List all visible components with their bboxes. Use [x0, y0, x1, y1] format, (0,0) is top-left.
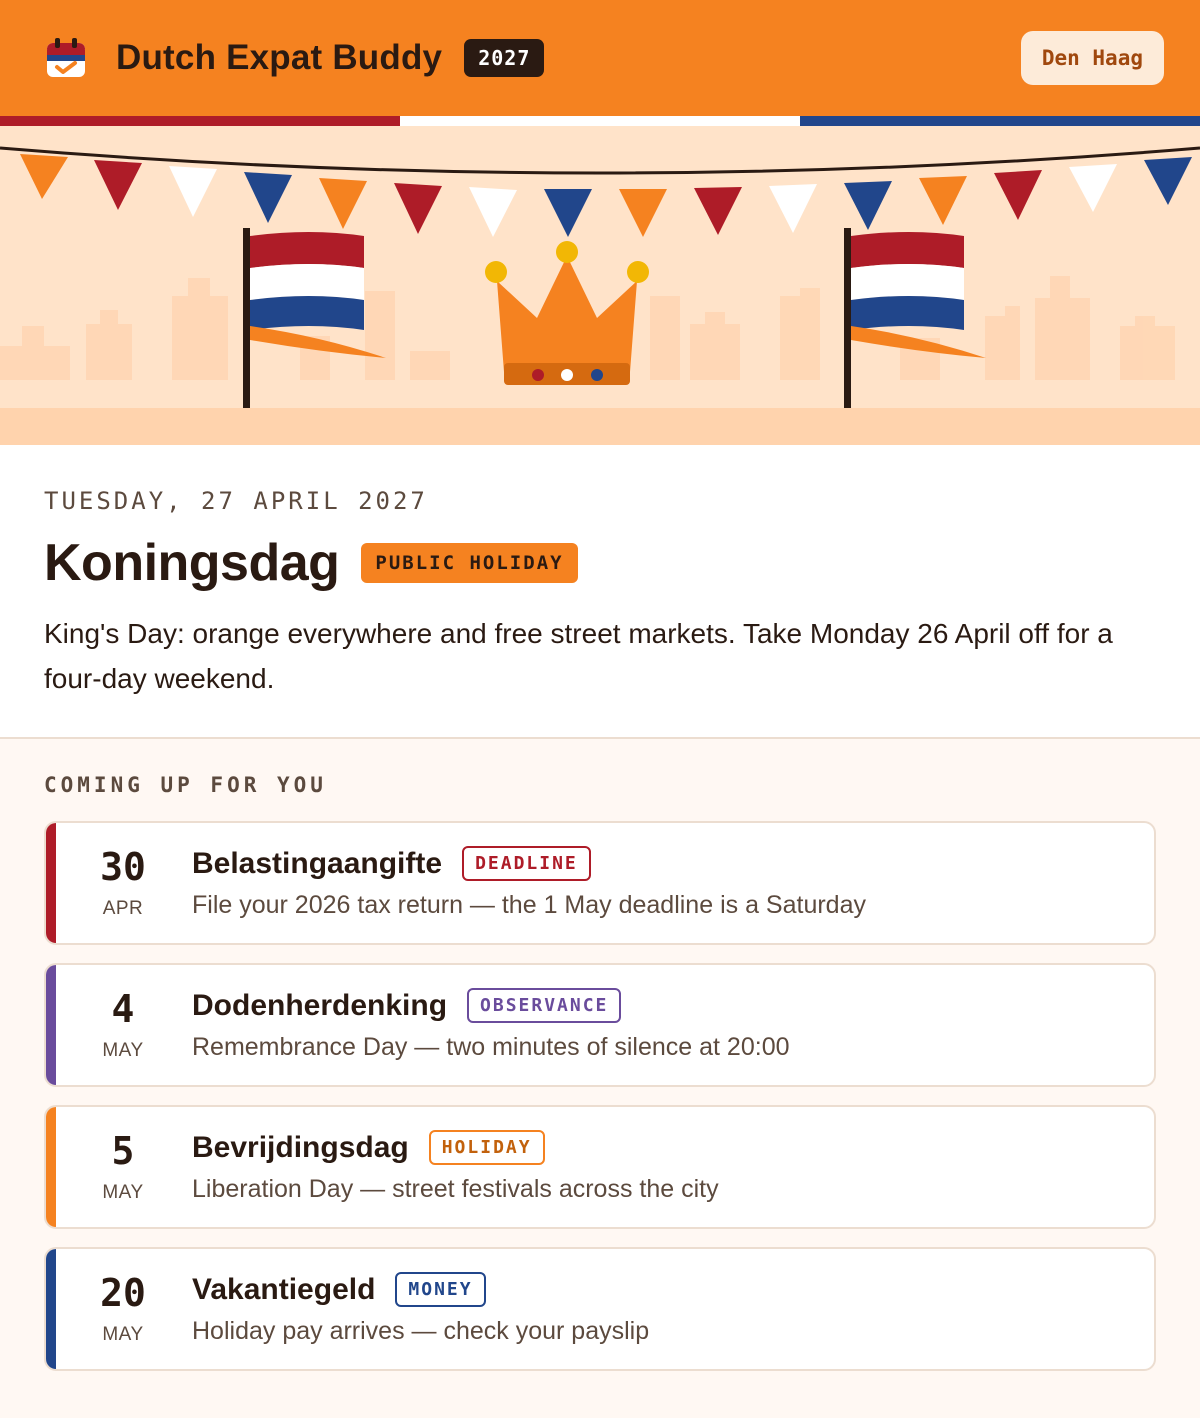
event-description: File your 2026 tax return — the 1 May deadline is a Saturday	[192, 891, 866, 919]
event-day: 5	[111, 1129, 135, 1173]
city-selector-button[interactable]: Den Haag	[1021, 31, 1164, 85]
holiday-description: King's Day: orange everywhere and free street markets. Take Monday 26 April off for a four-day weekend.	[44, 618, 1113, 694]
event-card-belastingaangifte[interactable]	[44, 821, 1156, 945]
event-description: Holiday pay arrives — check your payslip	[192, 1317, 650, 1345]
flag-stripe	[0, 116, 1200, 126]
event-description: Remembrance Day — two minutes of silence at 20:00	[192, 1033, 790, 1061]
event-name: Bevrijdingsdag	[192, 1130, 409, 1164]
event-tag-observance: OBSERVANCE	[467, 988, 621, 1023]
event-date	[46, 988, 190, 1062]
event-accent-bar	[46, 965, 56, 1085]
app-title: Dutch Expat Buddy	[116, 38, 443, 77]
event-month: MAY	[102, 1324, 144, 1345]
today-holiday-card	[0, 445, 1200, 739]
event-day: 30	[100, 845, 146, 889]
event-date	[46, 1272, 190, 1346]
event-name: Belastingaangifte	[192, 846, 443, 880]
dutch-flag-icon	[844, 228, 986, 408]
event-card-bevrijdingsdag[interactable]	[44, 1105, 1156, 1229]
crown-icon	[485, 241, 649, 385]
event-month: MAY	[102, 1040, 144, 1061]
event-tag-deadline: DEADLINE	[462, 846, 591, 881]
event-tag-holiday: HOLIDAY	[429, 1130, 545, 1165]
event-accent-bar	[46, 1107, 56, 1227]
event-accent-bar	[46, 1249, 56, 1369]
event-month: MAY	[102, 1182, 144, 1203]
event-date	[46, 846, 190, 920]
app-header	[0, 0, 1200, 116]
event-tag-money: MONEY	[395, 1272, 485, 1307]
event-month: APR	[102, 898, 144, 919]
event-accent-bar	[46, 823, 56, 943]
event-day: 4	[111, 987, 135, 1031]
event-card-dodenherdenking[interactable]	[44, 963, 1156, 1087]
bunting	[20, 154, 1192, 237]
koningsdag-banner	[0, 126, 1200, 445]
section-title: COMING UP FOR YOU	[44, 773, 327, 797]
dutch-flag-icon	[243, 228, 386, 408]
holiday-type-badge: PUBLIC HOLIDAY	[361, 543, 577, 583]
event-card-vakantiegeld[interactable]	[44, 1247, 1156, 1371]
upcoming-section	[0, 739, 1200, 1371]
event-name: Dodenherdenking	[192, 988, 448, 1022]
event-description: Liberation Day — street festivals across the city	[192, 1175, 719, 1203]
event-day: 20	[100, 1271, 146, 1315]
calendar-icon	[44, 36, 88, 80]
event-name: Vakantiegeld	[192, 1272, 376, 1306]
holiday-title: Koningsdag	[44, 534, 340, 592]
event-date	[46, 1130, 190, 1204]
year-badge: 2027	[464, 39, 544, 77]
holiday-date: TUESDAY, 27 APRIL 2027	[44, 487, 428, 515]
